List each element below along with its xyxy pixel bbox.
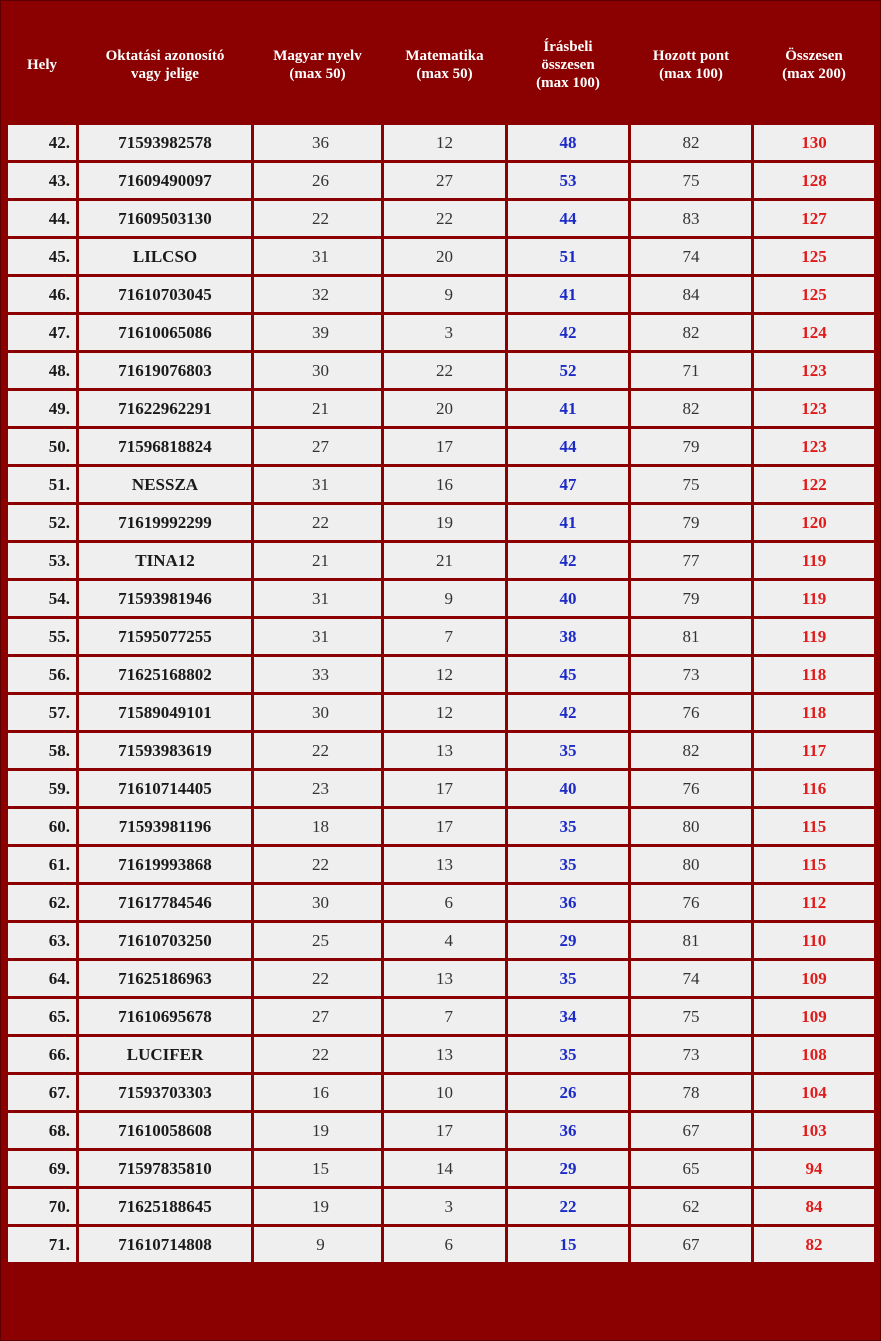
header-text-line: (max 50) [289,66,346,82]
carried-points-cell: 80 [631,809,751,844]
carried-points-cell: 82 [631,733,751,768]
math-score-cell: 21 [384,543,505,578]
grand-total-cell: 94 [754,1151,874,1186]
math-score-cell: 17 [384,771,505,806]
rank-cell: 48. [8,353,76,388]
results-table [5,5,877,1265]
header-text-line: (max 100) [659,66,723,82]
hungarian-score-cell: 22 [254,847,381,882]
carried-points-cell: 76 [631,695,751,730]
hungarian-score-cell: 31 [254,239,381,274]
rank-cell: 71. [8,1227,76,1262]
written-total-cell: 42 [508,695,628,730]
rank-cell: 52. [8,505,76,540]
math-score-cell: 20 [384,391,505,426]
grand-total-cell: 119 [754,619,874,654]
header-text-line: Magyar nyelv [273,48,362,64]
carried-points-cell: 74 [631,239,751,274]
id-cell: 71609490097 [79,163,251,198]
written-total-cell: 44 [508,201,628,236]
written-total-cell: 35 [508,1037,628,1072]
table-row [8,1037,874,1072]
math-score-cell: 19 [384,505,505,540]
hungarian-score-cell: 30 [254,695,381,730]
math-score-cell: 13 [384,847,505,882]
math-score-cell: 17 [384,809,505,844]
written-total-cell: 42 [508,315,628,350]
rank-cell: 57. [8,695,76,730]
table-row [8,619,874,654]
grand-total-cell: 125 [754,277,874,312]
header-text-line: Hozott pont [652,48,730,64]
grand-total-cell: 119 [754,581,874,616]
hungarian-score-cell: 30 [254,353,381,388]
written-total-cell: 48 [508,125,628,160]
hungarian-score-cell: 22 [254,201,381,236]
hungarian-score-cell: 39 [254,315,381,350]
table-row [8,999,874,1034]
id-cell: 71610703045 [79,277,251,312]
hungarian-score-cell: 16 [254,1075,381,1110]
grand-total-cell: 120 [754,505,874,540]
written-total-cell: 29 [508,1151,628,1186]
header-id [79,8,251,122]
id-cell: 71610065086 [79,315,251,350]
id-cell: 71595077255 [79,619,251,654]
id-cell: 71619992299 [79,505,251,540]
table-row [8,809,874,844]
grand-total-cell: 119 [754,543,874,578]
math-score-cell: 17 [384,429,505,464]
hungarian-score-cell: 31 [254,619,381,654]
header-grand-total [754,8,874,122]
id-cell: LUCIFER [79,1037,251,1072]
grand-total-cell: 118 [754,695,874,730]
header-hungarian [254,8,381,122]
rank-cell: 54. [8,581,76,616]
carried-points-cell: 79 [631,505,751,540]
table-row [8,315,874,350]
table-row [8,353,874,388]
id-cell: 71610058608 [79,1113,251,1148]
written-total-cell: 40 [508,581,628,616]
rank-cell: 64. [8,961,76,996]
carried-points-cell: 78 [631,1075,751,1110]
table-row [8,1189,874,1224]
rank-cell: 56. [8,657,76,692]
header-text-line: Oktatási azonosító [105,48,225,64]
hungarian-score-cell: 36 [254,125,381,160]
hungarian-score-cell: 32 [254,277,381,312]
rank-cell: 66. [8,1037,76,1072]
header-carried-points [631,8,751,122]
id-cell: 71610714808 [79,1227,251,1262]
id-cell: 71625188645 [79,1189,251,1224]
rank-cell: 49. [8,391,76,426]
grand-total-cell: 128 [754,163,874,198]
grand-total-cell: 108 [754,1037,874,1072]
carried-points-cell: 75 [631,467,751,502]
rank-cell: 45. [8,239,76,274]
grand-total-cell: 115 [754,809,874,844]
hungarian-score-cell: 22 [254,961,381,996]
math-score-cell: 6 [384,885,505,920]
math-score-cell: 20 [384,239,505,274]
math-score-cell: 6 [384,1227,505,1262]
math-score-cell: 22 [384,201,505,236]
table-row [8,885,874,920]
table-row [8,543,874,578]
table-row [8,391,874,426]
hungarian-score-cell: 31 [254,467,381,502]
carried-points-cell: 71 [631,353,751,388]
written-total-cell: 44 [508,429,628,464]
table-row [8,1113,874,1148]
id-cell: 71589049101 [79,695,251,730]
math-score-cell: 9 [384,581,505,616]
id-cell: 71625186963 [79,961,251,996]
rank-cell: 50. [8,429,76,464]
carried-points-cell: 67 [631,1227,751,1262]
table-row [8,277,874,312]
grand-total-cell: 115 [754,847,874,882]
written-total-cell: 52 [508,353,628,388]
id-cell: 71597835810 [79,1151,251,1186]
table-row [8,961,874,996]
table-row [8,847,874,882]
grand-total-cell: 127 [754,201,874,236]
hungarian-score-cell: 22 [254,1037,381,1072]
table-row [8,1151,874,1186]
grand-total-cell: 109 [754,961,874,996]
grand-total-cell: 109 [754,999,874,1034]
grand-total-cell: 130 [754,125,874,160]
header-text-line: Írásbeli [543,39,593,55]
hungarian-score-cell: 19 [254,1189,381,1224]
written-total-cell: 36 [508,1113,628,1148]
written-total-cell: 29 [508,923,628,958]
hungarian-score-cell: 19 [254,1113,381,1148]
carried-points-cell: 75 [631,163,751,198]
carried-points-cell: 84 [631,277,751,312]
table-row [8,505,874,540]
carried-points-cell: 79 [631,429,751,464]
written-total-cell: 15 [508,1227,628,1262]
grand-total-cell: 104 [754,1075,874,1110]
rank-cell: 62. [8,885,76,920]
hungarian-score-cell: 30 [254,885,381,920]
math-score-cell: 3 [384,1189,505,1224]
written-total-cell: 45 [508,657,628,692]
id-cell: 71619076803 [79,353,251,388]
header-text-line: Hely [27,57,57,73]
hungarian-score-cell: 25 [254,923,381,958]
header-text-line: Összesen [785,48,843,64]
written-total-cell: 41 [508,505,628,540]
hungarian-score-cell: 22 [254,505,381,540]
written-total-cell: 51 [508,239,628,274]
grand-total-cell: 116 [754,771,874,806]
grand-total-cell: 123 [754,391,874,426]
carried-points-cell: 82 [631,125,751,160]
written-total-cell: 36 [508,885,628,920]
grand-total-cell: 110 [754,923,874,958]
carried-points-cell: 81 [631,619,751,654]
math-score-cell: 12 [384,657,505,692]
written-total-cell: 47 [508,467,628,502]
header-written-total [508,8,628,122]
table-row [8,581,874,616]
header-math [384,8,505,122]
table-row [8,239,874,274]
rank-cell: 46. [8,277,76,312]
table-row [8,125,874,160]
hungarian-score-cell: 21 [254,391,381,426]
written-total-cell: 35 [508,961,628,996]
table-header [8,8,874,122]
math-score-cell: 12 [384,125,505,160]
rank-cell: 67. [8,1075,76,1110]
rank-cell: 47. [8,315,76,350]
id-cell: 71593983619 [79,733,251,768]
rank-cell: 43. [8,163,76,198]
carried-points-cell: 73 [631,1037,751,1072]
table-body [8,125,874,1262]
math-score-cell: 13 [384,961,505,996]
math-score-cell: 3 [384,315,505,350]
id-cell: 71609503130 [79,201,251,236]
grand-total-cell: 123 [754,353,874,388]
id-cell: 71610714405 [79,771,251,806]
grand-total-cell: 123 [754,429,874,464]
id-cell: 71625168802 [79,657,251,692]
written-total-cell: 22 [508,1189,628,1224]
table-row [8,1075,874,1110]
rank-cell: 60. [8,809,76,844]
rank-cell: 44. [8,201,76,236]
written-total-cell: 42 [508,543,628,578]
carried-points-cell: 76 [631,885,751,920]
rank-cell: 69. [8,1151,76,1186]
carried-points-cell: 82 [631,391,751,426]
rank-cell: 61. [8,847,76,882]
header-text-line: összesen [541,57,595,73]
hungarian-score-cell: 22 [254,733,381,768]
table-row [8,1227,874,1262]
math-score-cell: 13 [384,1037,505,1072]
grand-total-cell: 118 [754,657,874,692]
rank-cell: 68. [8,1113,76,1148]
hungarian-score-cell: 21 [254,543,381,578]
table-row [8,695,874,730]
rank-cell: 51. [8,467,76,502]
math-score-cell: 14 [384,1151,505,1186]
table-row [8,163,874,198]
id-cell: 71593982578 [79,125,251,160]
math-score-cell: 9 [384,277,505,312]
carried-points-cell: 83 [631,201,751,236]
grand-total-cell: 122 [754,467,874,502]
math-score-cell: 22 [384,353,505,388]
written-total-cell: 40 [508,771,628,806]
id-cell: 71596818824 [79,429,251,464]
header-row [8,8,874,122]
written-total-cell: 34 [508,999,628,1034]
id-cell: 71619993868 [79,847,251,882]
grand-total-cell: 124 [754,315,874,350]
rank-cell: 55. [8,619,76,654]
written-total-cell: 41 [508,391,628,426]
header-text-line: (max 200) [782,66,846,82]
math-score-cell: 4 [384,923,505,958]
grand-total-cell: 103 [754,1113,874,1148]
id-cell: LILCSO [79,239,251,274]
carried-points-cell: 76 [631,771,751,806]
id-cell: 71610695678 [79,999,251,1034]
written-total-cell: 26 [508,1075,628,1110]
carried-points-cell: 82 [631,315,751,350]
rank-cell: 65. [8,999,76,1034]
id-cell: 71593981946 [79,581,251,616]
hungarian-score-cell: 33 [254,657,381,692]
carried-points-cell: 74 [631,961,751,996]
grand-total-cell: 112 [754,885,874,920]
header-text-line: vagy jelige [131,66,199,82]
hungarian-score-cell: 26 [254,163,381,198]
carried-points-cell: 75 [631,999,751,1034]
carried-points-cell: 80 [631,847,751,882]
id-cell: 71610703250 [79,923,251,958]
table-row [8,923,874,958]
carried-points-cell: 65 [631,1151,751,1186]
table-row [8,467,874,502]
written-total-cell: 35 [508,733,628,768]
math-score-cell: 16 [384,467,505,502]
table-row [8,657,874,692]
id-cell: 71622962291 [79,391,251,426]
carried-points-cell: 67 [631,1113,751,1148]
carried-points-cell: 77 [631,543,751,578]
table-row [8,771,874,806]
hungarian-score-cell: 18 [254,809,381,844]
grand-total-cell: 125 [754,239,874,274]
rank-cell: 59. [8,771,76,806]
rank-cell: 53. [8,543,76,578]
header-text-line: (max 50) [416,66,473,82]
header-rank [8,8,76,122]
hungarian-score-cell: 27 [254,999,381,1034]
written-total-cell: 41 [508,277,628,312]
written-total-cell: 35 [508,847,628,882]
grand-total-cell: 84 [754,1189,874,1224]
hungarian-score-cell: 15 [254,1151,381,1186]
written-total-cell: 35 [508,809,628,844]
math-score-cell: 27 [384,163,505,198]
rank-cell: 63. [8,923,76,958]
math-score-cell: 7 [384,619,505,654]
rank-cell: 42. [8,125,76,160]
table-row [8,429,874,464]
header-text-line: Matematika [405,48,484,64]
written-total-cell: 53 [508,163,628,198]
grand-total-cell: 117 [754,733,874,768]
hungarian-score-cell: 27 [254,429,381,464]
hungarian-score-cell: 23 [254,771,381,806]
math-score-cell: 13 [384,733,505,768]
id-cell: NESSZA [79,467,251,502]
math-score-cell: 17 [384,1113,505,1148]
math-score-cell: 7 [384,999,505,1034]
header-text-line: (max 100) [536,75,600,91]
id-cell: 71617784546 [79,885,251,920]
id-cell: 71593703303 [79,1075,251,1110]
carried-points-cell: 79 [631,581,751,616]
carried-points-cell: 62 [631,1189,751,1224]
grand-total-cell: 82 [754,1227,874,1262]
carried-points-cell: 73 [631,657,751,692]
table-row [8,201,874,236]
table-row [8,733,874,768]
written-total-cell: 38 [508,619,628,654]
math-score-cell: 10 [384,1075,505,1110]
rank-cell: 58. [8,733,76,768]
rank-cell: 70. [8,1189,76,1224]
id-cell: 71593981196 [79,809,251,844]
hungarian-score-cell: 9 [254,1227,381,1262]
math-score-cell: 12 [384,695,505,730]
hungarian-score-cell: 31 [254,581,381,616]
id-cell: TINA12 [79,543,251,578]
carried-points-cell: 81 [631,923,751,958]
